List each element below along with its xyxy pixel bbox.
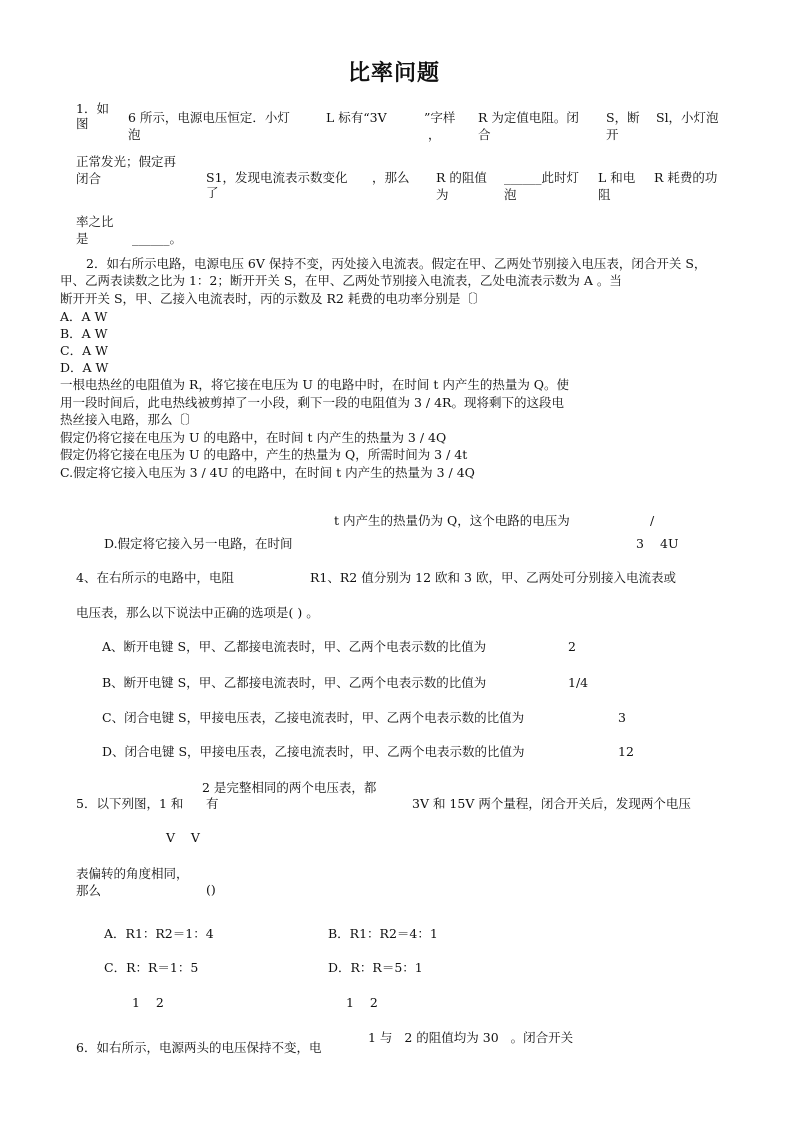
q1-text: 率之比 [76,214,114,229]
q1-text: 了 [206,185,219,200]
q2-text: 断开开关 S，甲、乙接入电流表时，丙的示数及 R2 耗费的电功率分别是〔〕 [60,291,486,306]
q5-answer-paren: () [206,882,216,897]
q3-option-c: C.假定将它接入电压为 3 / 4U 的电路中，在时间 t 内产生的热量为 3 / 4Q [60,465,475,480]
q5-voltmeter-labels: V V [166,830,200,845]
q3-text: 一根电热丝的电阻值为 R，将它接在电压为 U 的电路中时，在时间 t 内产生的热量为 Q。使 [60,377,570,392]
q4-option-b: B、断开电键 S，甲、乙都接电流表时，甲、乙两个电表示数的比值为 [102,675,487,690]
q5-text: 3V 和 15V 两个量程，闭合开关后，发现两个电压 [412,796,691,811]
q1-text: 为 [436,187,449,202]
q1-text: 泡 [128,127,141,142]
q1-text: 泡 [504,187,517,202]
q1-text: R 的阻值 [436,170,487,185]
q5-subscripts: 1 2 [346,995,378,1010]
q1-text: ______此时灯 [504,170,580,185]
q1-text: 闭合 [76,171,102,186]
q2-option-a: A．A W [60,309,108,324]
q3-option-d: t 内产生的热量仍为 Q，这个电路的电压为 [334,513,570,528]
q3-option-d: 3 [636,536,644,551]
q4-option-c-value: 3 [618,710,626,725]
q6-text: 6．如右所示，电源两头的电压保持不变，电 [76,1040,322,1055]
q5-text: 2 是完整相同的两个电压表，都 [202,780,377,795]
q5-subscripts: 1 2 [132,995,164,1010]
q5-option-b: B．R1：R2＝4：1 [328,926,438,941]
q1-text: L 和电 [598,170,636,185]
q1-text: 图 [76,116,89,131]
q1-text: Sl，小灯泡 [656,110,719,125]
q4-option-c: C、闭合电键 S，甲接电压表，乙接电流表时，甲、乙两个电表示数的比值为 [102,710,525,725]
q1-text: 6 所示，电源电压恒定．小灯 [128,110,290,125]
q5-option-c: C．R：R＝1：5 [104,960,199,975]
q1-answer-blank: ______。 [132,231,183,246]
q2-option-d: D．A W [60,360,109,375]
q5-text: 5．以下列图，1 和 [76,796,184,811]
q1-text: ，那么 [372,170,410,185]
q5-option-a: A．R1：R2＝1：4 [104,926,214,941]
q4-text: 电压表，那么以下说法中正确的选项是( ) 。 [76,605,319,620]
q1-text: R 为定值电阻。闭 [478,110,579,125]
q6-text: 1 与 2 的阻值均为 30 。闭合开关 [368,1030,574,1045]
q1-text: S，断 [606,110,640,125]
q3-text: 用一段时间后，此电热线被剪掉了一小段，剩下一段的电阻值为 3 / 4R。现将剩下的这段电 [60,395,564,410]
q2-text: 甲、乙两表读数之比为 1：2；断开开关 S，在甲、乙两处节别接入电流表，乙处电流表示数为 A 。当 [60,273,622,288]
q4-option-b-value: 1/4 [568,675,589,690]
q3-option-b: 假定仍将它接在电压为 U 的电路中，产生的热量为 Q，所需时间为 3 / 4t [60,447,468,462]
q2-option-b: B．A W [60,326,108,341]
q4-text: 4、在右所示的电路中，电阻 [76,570,234,585]
q3-option-d: 4U [660,536,679,551]
q5-option-d: D．R：R＝5：1 [328,960,423,975]
q2-option-c: C．A W [60,343,108,358]
q1-text: 合 [478,127,491,142]
q3-option-d: / [650,513,655,528]
q1-text: 正常发光；假定再 [76,154,177,169]
q1-text: 是 [76,231,89,246]
q1-text: R 耗费的功 [654,170,718,185]
q5-text: 表偏转的角度相同， [76,866,189,881]
q4-option-a-value: 2 [568,639,576,654]
q2-text: 2．如右所示电路，电源电压 6V 保持不变，丙处接入电流表。假定在甲、乙两处节别接入电压表，闭合开关 S， [86,256,707,271]
q1-text: L 标有“3V [326,110,387,125]
q3-option-d: D.假定将它接入另一电路，在时间 [104,536,293,551]
q3-text: 热丝接入电路，那么〔〕 [60,412,198,427]
q5-text: 有 [206,796,219,811]
q1-text: 1．如 [76,101,109,116]
q1-text: 阻 [598,187,611,202]
q1-text: ， [428,127,441,142]
q5-text: 那么 [76,883,102,898]
page-title: 比率问题 [348,60,441,86]
q4-text: R1、R2 值分别为 12 欧和 3 欧，甲、乙两处可分别接入电流表或 [310,570,676,585]
q4-option-a: A、断开电键 S，甲、乙都接电流表时，甲、乙两个电表示数的比值为 [102,639,487,654]
q1-text: 开 [606,127,619,142]
q1-text: ”字样 [424,110,456,125]
q4-option-d: D、闭合电键 S，甲接电压表，乙接电流表时，甲、乙两个电表示数的比值为 [102,744,525,759]
q3-option-a: 假定仍将它接在电压为 U 的电路中，在时间 t 内产生的热量为 3 / 4Q [60,430,447,445]
q4-option-d-value: 12 [618,744,634,759]
q1-text: S1，发现电流表示数变化 [206,170,348,185]
